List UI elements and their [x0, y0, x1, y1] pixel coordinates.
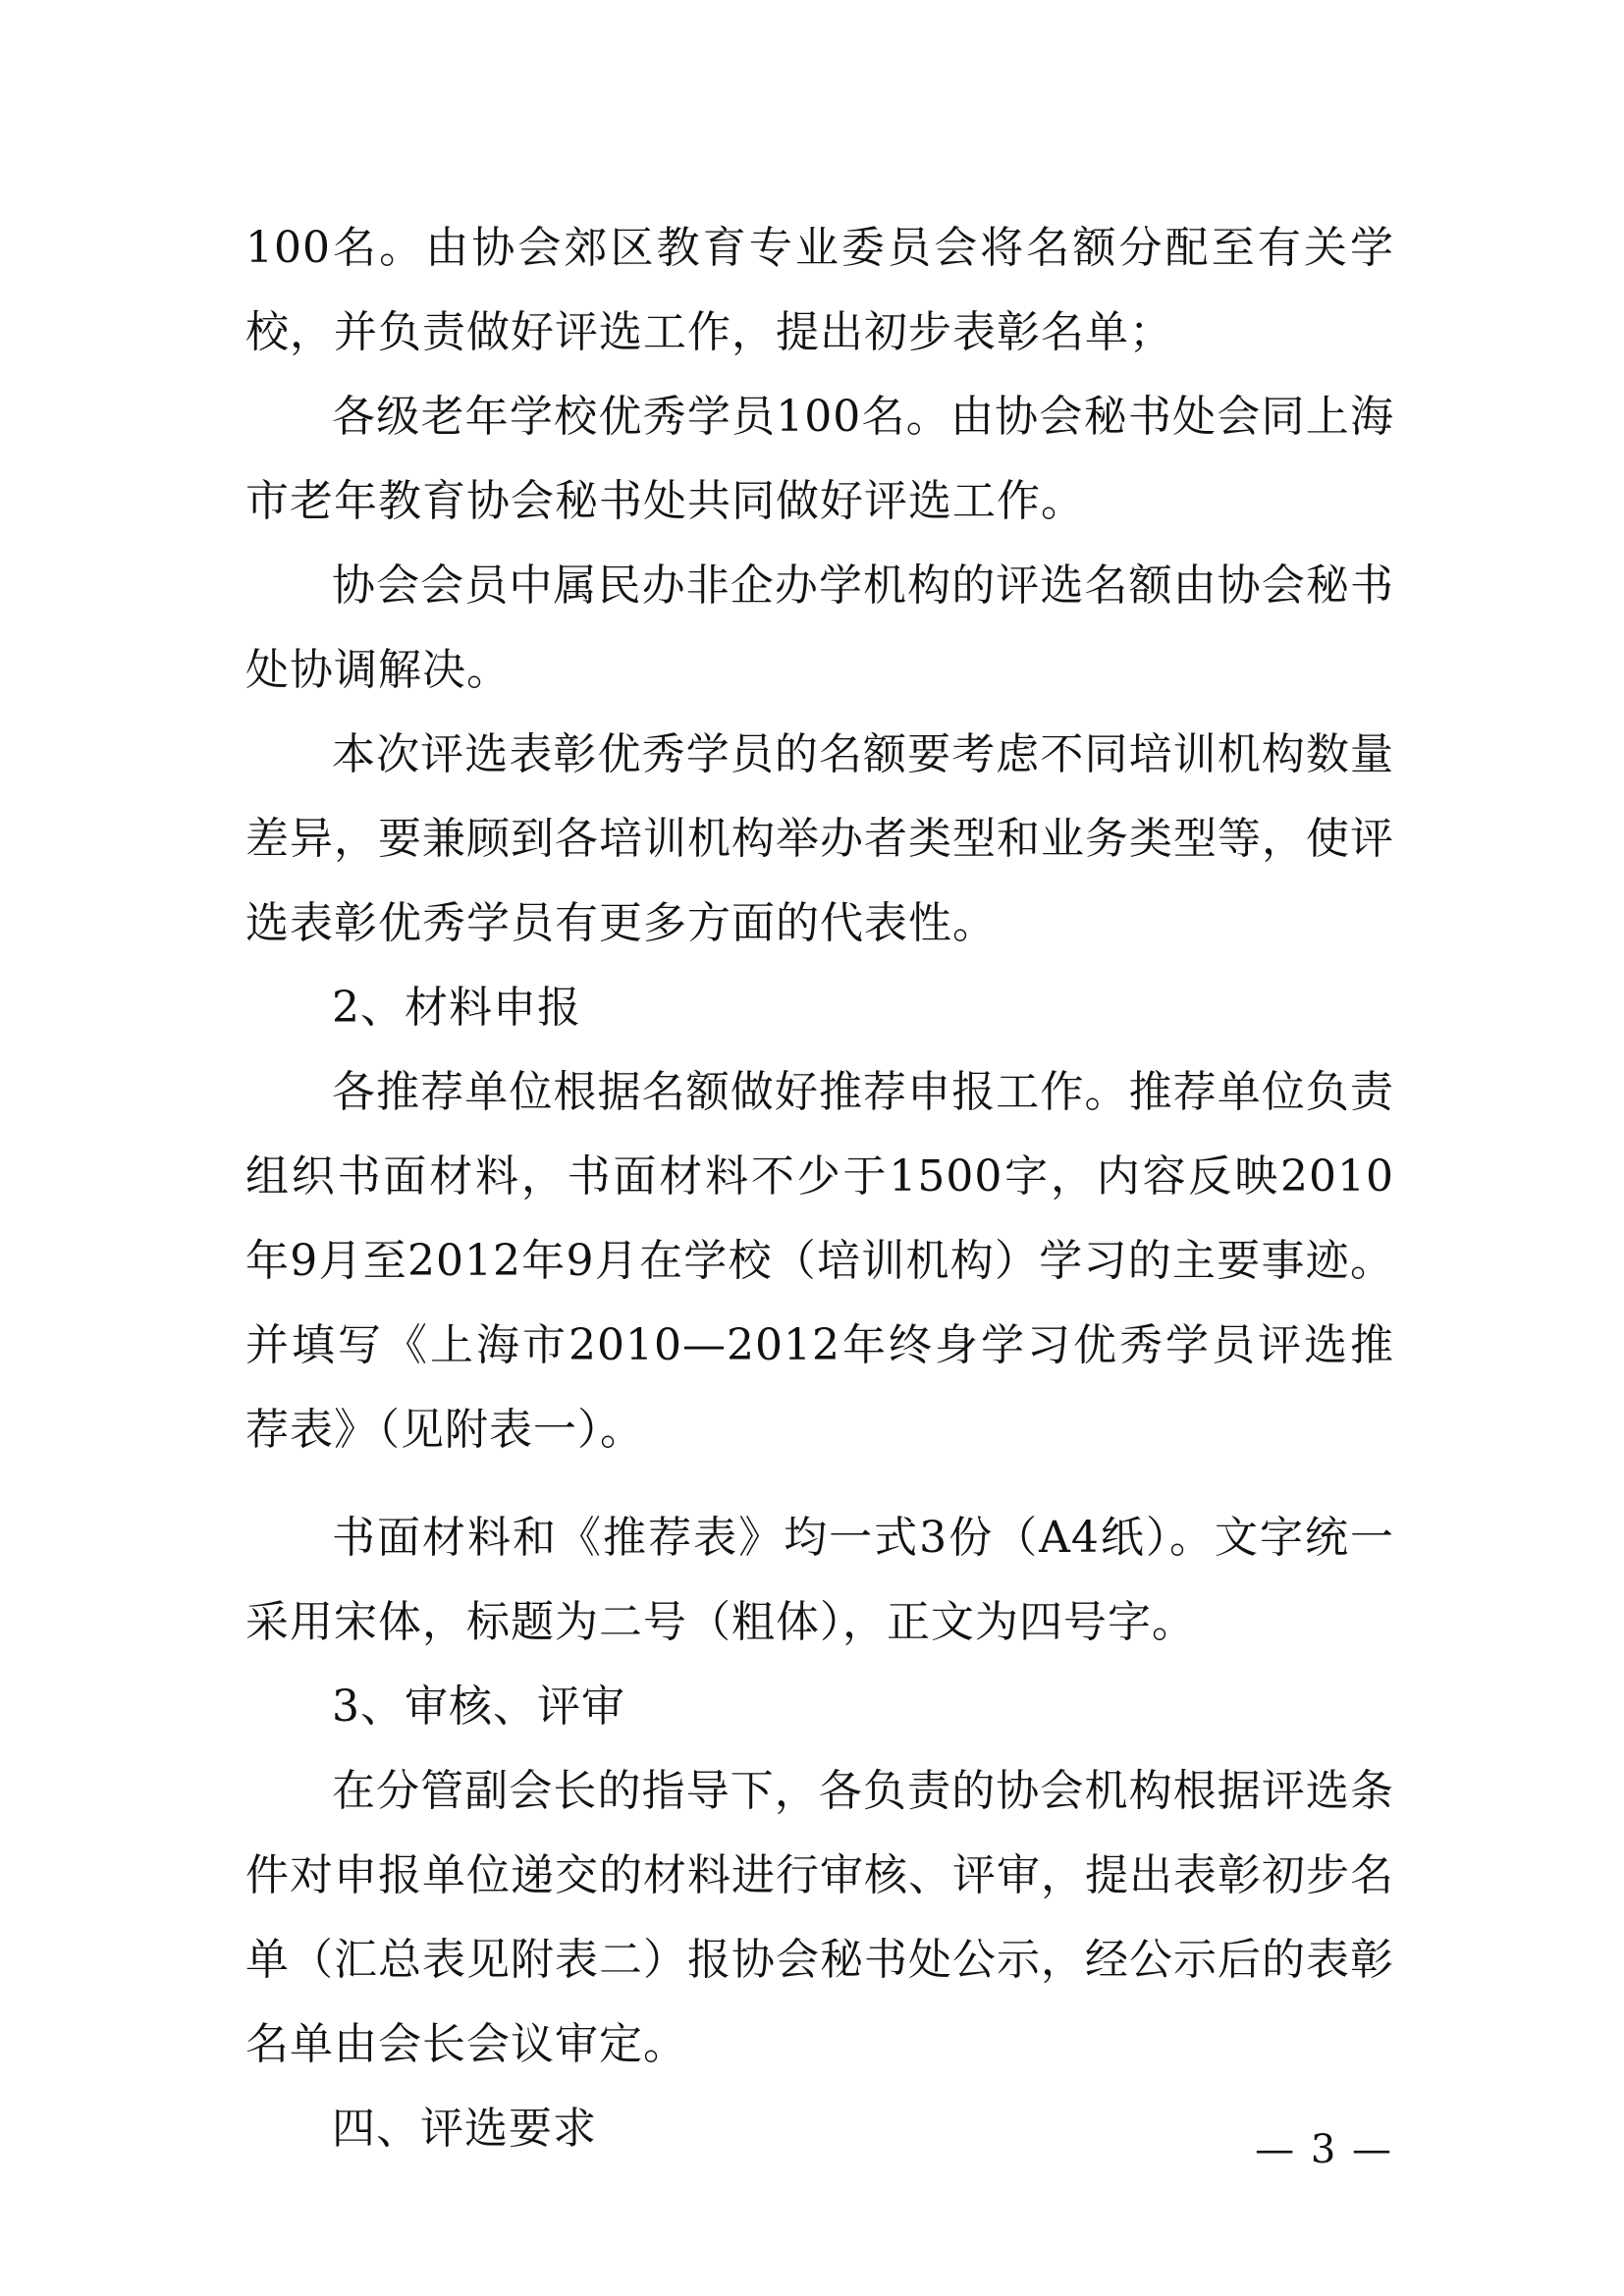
paragraph-quota-representation: 本次评选表彰优秀学员的名额要考虑不同培训机构数量差异，要兼顾到各培训机构举办者类型和业务类型等，使评选表彰优秀学员有更多方面的代表性。 — [245, 729, 1394, 948]
paragraph-materials-format: 书面材料和《推荐表》均一式3份（A4纸）。文字统一采用宋体，标题为二号（粗体），正文为四号字。 — [245, 1513, 1394, 1647]
paragraph-quota-elderly: 各级老年学校优秀学员100名。由协会秘书处会同上海市老年教育协会秘书处共同做好评选工作。 — [245, 392, 1394, 526]
paragraph-review-process: 在分管副会长的指导下，各负责的协会机构根据评选条件对申报单位递交的材料进行审核、评审，提出表彰初步名单（汇总表见附表二）报协会秘书处公示，经公示后的表彰名单由会长会议审定。 — [245, 1766, 1394, 2069]
section-heading-requirements: 四、评选要求 — [332, 2104, 597, 2154]
section-heading-materials: 2、材料申报 — [332, 983, 581, 1033]
page-number: — 3 — — [1255, 2127, 1393, 2172]
paragraph-quota-suburban: 100名。由协会郊区教育专业委员会将名额分配至有关学校，并负责做好评选工作，提出初步表彰名单； — [245, 223, 1394, 357]
document-body — [245, 206, 1394, 2171]
paragraph-quota-private: 协会会员中属民办非企办学机构的评选名额由协会秘书处协调解决。 — [245, 561, 1394, 695]
section-heading-review: 3、审核、评审 — [332, 1682, 625, 1732]
paragraph-materials-submission: 各推荐单位根据名额做好推荐申报工作。推荐单位负责组织书面材料，书面材料不少于1500字，内容反映2010年9月至2012年9月在学校（培训机构）学习的主要事迹。并填写《上海市2010—2012年终身学习优秀学员评选推荐表》（见附表一）。 — [245, 1067, 1394, 1455]
